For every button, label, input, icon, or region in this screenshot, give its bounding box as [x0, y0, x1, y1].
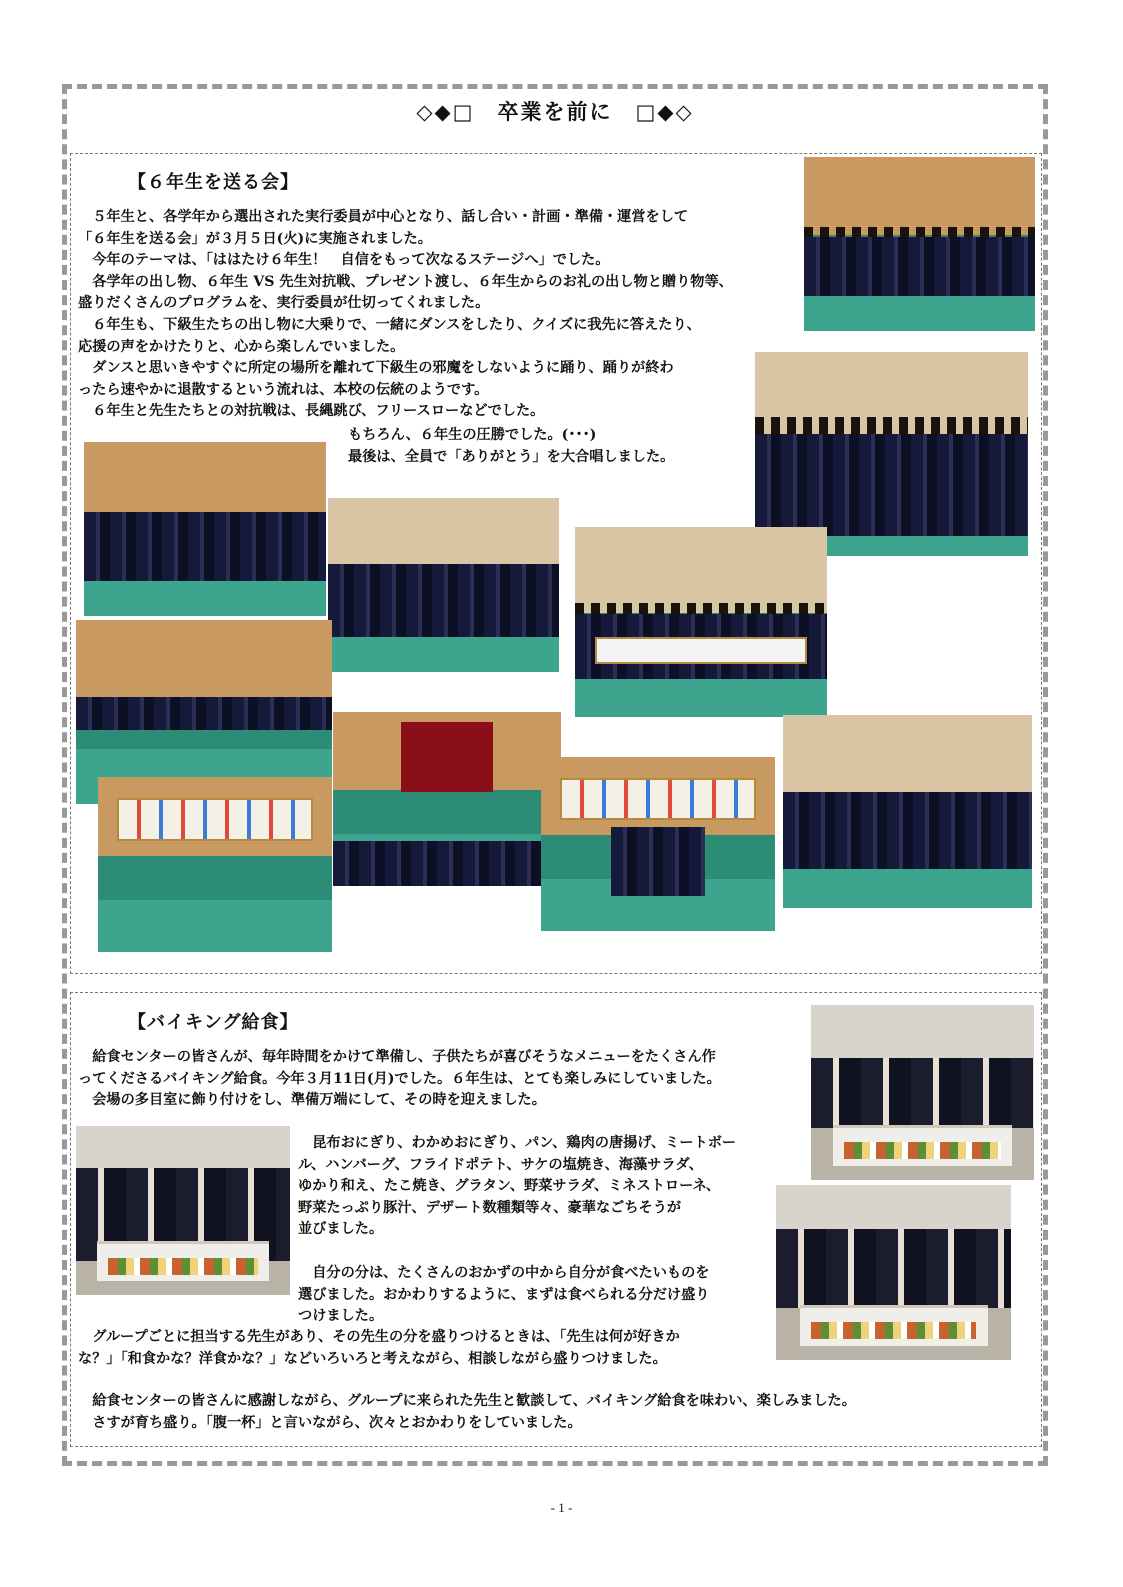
photo-stage-banner: [98, 777, 332, 952]
send-off-paragraph-1: ５年生と、各学年から選出された実行委員が中心となり、話し合い・計画・準備・運営をして 「６年生を送る会」が３月５日(火)に実施されました。 今年のテーマは、「ははたけ６年生！ 自信をもって次なるステージへ」でした。 各学年の出し物、６年生 VS 先生対抗戦、プレゼント渡し、６年生からのお礼の出し物と贈り物等、 盛りだくさんのプログラムを、実行委員が仕切ってくれました。 ６年生も、下級生たちの出し物に大乗りで、一緒にダンスをしたり、クイズに我先に答えたり、 応援の声をかけたりと、心から楽しんでいました。 ダンスと思いきやすぐに所定の場所を離れて下級生の邪魔をしないように踊り、踊りが終わ ったら速やかに退散するという流れは、本校の伝統のようです。 ６年生と先生たちとの対抗戦は、長縄跳び、フリースローなどでした。: [78, 209, 733, 420]
photo-serving-line: [76, 1126, 290, 1295]
viking-heading: 【バイキング給食】: [128, 1012, 299, 1033]
page-number: - 1 -: [550, 1500, 573, 1515]
viking-paragraph-1: 給食センターの皆さんが、毎年時間をかけて準備し、子供たちが喜びそうなメニューをたくさん作 ってくださるバイキング給食。今年３月11日(月)でした。６年生は、とても楽しみにしていました。 会場の多目室に飾り付けをし、準備万端にして、その時を迎えました。: [78, 1049, 721, 1109]
photo-food-buffet: [776, 1185, 1011, 1360]
viking-paragraph-4: グループごとに担当する先生があり、その先生の分を盛りつけるときは、「先生は何が好きか な？」「和食かな？洋食かな？」などいろいろと考えながら、相談しながら盛りつけました。: [78, 1329, 680, 1367]
photo-sixth-graders: [783, 715, 1032, 908]
viking-paragraph-5: 給食センターの皆さんに感謝しながら、グループに来られた先生と歓談して、バイキング給食を味わい、楽しみました。 さすが育ち盛り。「腹一杯」と言いながら、次々とおかわりをしていました。: [92, 1393, 856, 1431]
photo-banners: [575, 527, 827, 717]
page-title: ◇◆□ 卒業を前に □◆◇: [416, 99, 694, 124]
photo-dance-line: [328, 498, 559, 672]
photo-gym-assembly: [804, 157, 1035, 331]
photo-lunch-table: [811, 1005, 1034, 1180]
photo-students-seated: [755, 352, 1028, 556]
photo-stage-performance: [333, 712, 561, 886]
viking-paragraph-2: 昆布おにぎり、わかめおにぎり、パン、鶏肉の唐揚げ、ミートボー ル、ハンバーグ、フライドポテト、サケの塩焼き、海藻サラダ、 ゆかり和え、たこ焼き、グラタン、野菜サラダ、ミネストローネ、 野菜たっぷり豚汁、デザート数種類等々、豪華なごちそうが 並びました。: [298, 1135, 737, 1238]
photo-dance-group: [84, 442, 326, 616]
photo-stage-presentation: [541, 757, 775, 931]
send-off-paragraph-2: もちろん、６年生の圧勝でした。(･･･) 最後は、全員で「ありがとう」を大合唱しました。: [348, 427, 675, 465]
send-off-heading: 【６年生を送る会】: [128, 172, 299, 193]
viking-paragraph-3: 自分の分は、たくさんのおかずの中から自分が食べたいものを 選びました。おかわりするように、まずは食べられる分だけ盛り つけました。: [298, 1265, 710, 1325]
